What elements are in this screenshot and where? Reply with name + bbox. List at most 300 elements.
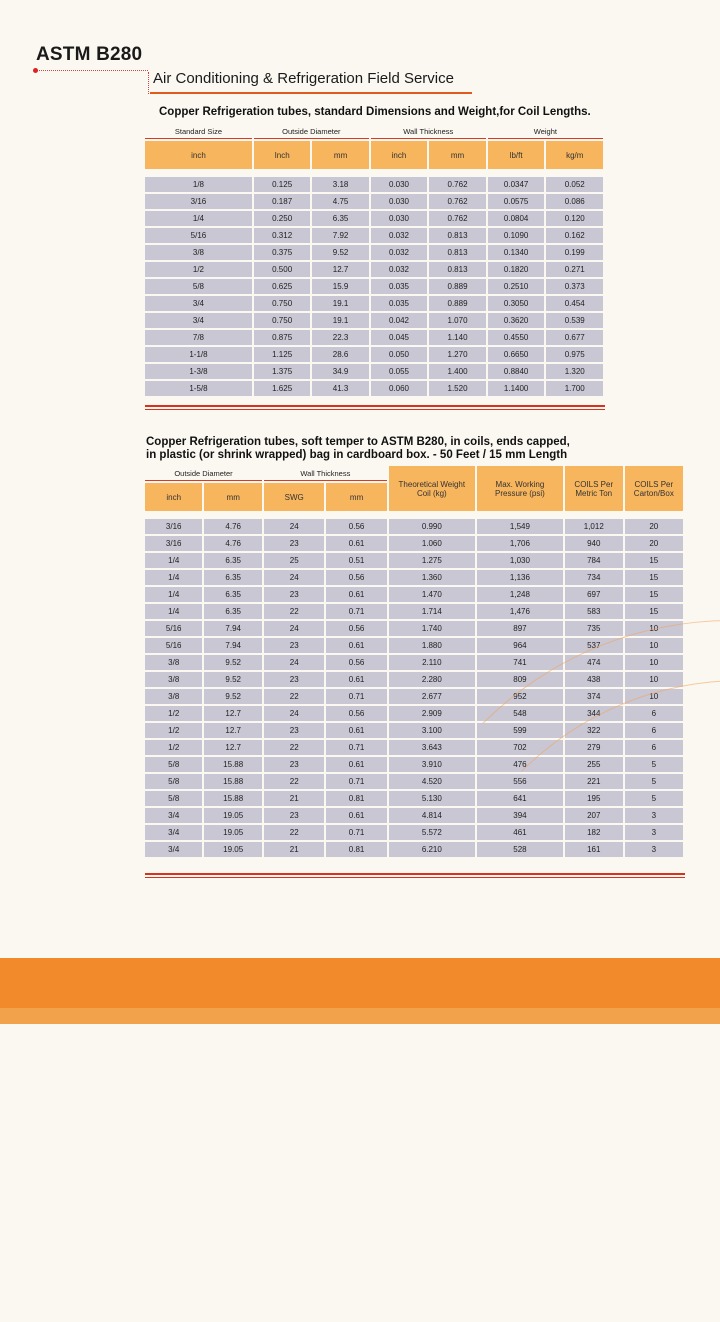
table-cell: 0.61 bbox=[326, 638, 386, 653]
table-cell: 0.889 bbox=[429, 296, 486, 311]
table-cell: 6.35 bbox=[204, 553, 262, 568]
table-cell: 394 bbox=[477, 808, 563, 823]
table-cell: 161 bbox=[565, 842, 623, 857]
group-header: Weight bbox=[488, 124, 603, 139]
table-cell: 255 bbox=[565, 757, 623, 772]
table-cell: 0.1090 bbox=[488, 228, 545, 243]
table-cell: 1.360 bbox=[389, 570, 475, 585]
table-cell: 0.56 bbox=[326, 519, 386, 534]
table-cell: 1.140 bbox=[429, 330, 486, 345]
table-cell: 3/16 bbox=[145, 536, 202, 551]
table-cell: 9.52 bbox=[312, 245, 368, 260]
table-cell: 940 bbox=[565, 536, 623, 551]
table-cell: 374 bbox=[565, 689, 623, 704]
table-cell: 0.61 bbox=[326, 587, 386, 602]
table-cell: 1.714 bbox=[389, 604, 475, 619]
header-line: Metric Ton bbox=[575, 488, 613, 498]
table-cell: 0.61 bbox=[326, 808, 386, 823]
table-cell: 3/8 bbox=[145, 245, 252, 260]
table-cell: 9.52 bbox=[204, 689, 262, 704]
table-cell: 741 bbox=[477, 655, 563, 670]
table-cell: 23 bbox=[264, 723, 324, 738]
table-cell: 5.572 bbox=[389, 825, 475, 840]
table-cell: 0.2510 bbox=[488, 279, 545, 294]
table-cell: 641 bbox=[477, 791, 563, 806]
table-cell: 19.05 bbox=[204, 842, 262, 857]
table-cell: 1.625 bbox=[254, 381, 311, 396]
table-cell: 0.1340 bbox=[488, 245, 545, 260]
table-cell: 15.88 bbox=[204, 791, 262, 806]
table-cell: 474 bbox=[565, 655, 623, 670]
table-cell: 0.3050 bbox=[488, 296, 545, 311]
table-cell: 1.400 bbox=[429, 364, 486, 379]
table-row bbox=[145, 228, 603, 243]
table1-bottom-rule bbox=[145, 405, 605, 410]
table-cell: 1.060 bbox=[389, 536, 475, 551]
table-cell: 0.042 bbox=[371, 313, 428, 328]
table-cell: 1,136 bbox=[477, 570, 563, 585]
unit-header: lb/ft bbox=[488, 141, 545, 169]
table-cell: 702 bbox=[477, 740, 563, 755]
table-cell: 0.71 bbox=[326, 825, 386, 840]
table-row bbox=[145, 381, 603, 396]
table-cell: 0.162 bbox=[546, 228, 603, 243]
table-cell: 0.032 bbox=[371, 228, 428, 243]
table-cell: 5 bbox=[625, 791, 683, 806]
table-cell: 2.280 bbox=[389, 672, 475, 687]
table-cell: 0.875 bbox=[254, 330, 311, 345]
table-cell: 1/4 bbox=[145, 211, 252, 226]
table-cell: 24 bbox=[264, 655, 324, 670]
table-cell: 0.125 bbox=[254, 177, 311, 192]
coils-per-carton-header bbox=[625, 466, 683, 511]
table-cell: 5/8 bbox=[145, 791, 202, 806]
table-cell: 0.762 bbox=[429, 177, 486, 192]
title-vertical-rule bbox=[148, 72, 149, 94]
table-cell: 0.0804 bbox=[488, 211, 545, 226]
table-cell: 0.0347 bbox=[488, 177, 545, 192]
table-cell: 1,248 bbox=[477, 587, 563, 602]
table-row bbox=[145, 621, 683, 636]
table-cell: 1.520 bbox=[429, 381, 486, 396]
table-cell: 0.813 bbox=[429, 228, 486, 243]
table-cell: 0.990 bbox=[389, 519, 475, 534]
table-cell: 0.61 bbox=[326, 723, 386, 738]
table-cell: 3 bbox=[625, 825, 683, 840]
table-cell: 19.05 bbox=[204, 825, 262, 840]
table-cell: 1/4 bbox=[145, 570, 202, 585]
table-cell: 0.625 bbox=[254, 279, 311, 294]
table-cell: 34.9 bbox=[312, 364, 368, 379]
table-cell: 24 bbox=[264, 519, 324, 534]
table-cell: 1.270 bbox=[429, 347, 486, 362]
table-cell: 23 bbox=[264, 672, 324, 687]
table-cell: 1/4 bbox=[145, 587, 202, 602]
group-header: Wall Thickness bbox=[371, 124, 486, 139]
table-cell: 19.05 bbox=[204, 808, 262, 823]
unit-header: mm bbox=[326, 483, 386, 511]
table-cell: 0.052 bbox=[546, 177, 603, 192]
table-cell: 24 bbox=[264, 706, 324, 721]
table-cell: 10 bbox=[625, 621, 683, 636]
table-cell: 599 bbox=[477, 723, 563, 738]
table1-body bbox=[145, 177, 603, 396]
table-cell: 1.320 bbox=[546, 364, 603, 379]
table-cell: 1,549 bbox=[477, 519, 563, 534]
table-cell: 3/4 bbox=[145, 842, 202, 857]
table-cell: 7.92 bbox=[312, 228, 368, 243]
table-cell: 0.61 bbox=[326, 672, 386, 687]
table-cell: 1.375 bbox=[254, 364, 311, 379]
table-cell: 1-5/8 bbox=[145, 381, 252, 396]
table-cell: 3/8 bbox=[145, 655, 202, 670]
table-cell: 22 bbox=[264, 774, 324, 789]
table-cell: 15 bbox=[625, 570, 683, 585]
table-row bbox=[145, 279, 603, 294]
footer-band bbox=[0, 958, 720, 1008]
table-cell: 1/8 bbox=[145, 177, 252, 192]
table-cell: 5/8 bbox=[145, 774, 202, 789]
table-cell: 3/4 bbox=[145, 296, 252, 311]
table-cell: 0.61 bbox=[326, 757, 386, 772]
group-header: Standard Size bbox=[145, 124, 252, 139]
table-cell: 22.3 bbox=[312, 330, 368, 345]
table-cell: 6.35 bbox=[312, 211, 368, 226]
table-cell: 3.643 bbox=[389, 740, 475, 755]
table-row bbox=[145, 177, 603, 192]
table-cell: 0.51 bbox=[326, 553, 386, 568]
table-cell: 6.35 bbox=[204, 570, 262, 585]
table-cell: 1,706 bbox=[477, 536, 563, 551]
max-pressure-header bbox=[477, 466, 563, 511]
table-cell: 1.275 bbox=[389, 553, 475, 568]
table2-heading-line1: Copper Refrigeration tubes, soft temper to ASTM B280, in coils, ends capped, bbox=[146, 436, 570, 448]
table-cell: 0.312 bbox=[254, 228, 311, 243]
table-row bbox=[145, 587, 683, 602]
table-cell: 0.035 bbox=[371, 296, 428, 311]
table-cell: 7/8 bbox=[145, 330, 252, 345]
table-row bbox=[145, 347, 603, 362]
header-line: Max. Working bbox=[495, 479, 545, 489]
table-cell: 0.032 bbox=[371, 262, 428, 277]
table-cell: 12.7 bbox=[204, 706, 262, 721]
subtitle-underline bbox=[150, 92, 472, 94]
table-cell: 4.76 bbox=[204, 519, 262, 534]
table-cell: 0.61 bbox=[326, 536, 386, 551]
table-cell: 0.71 bbox=[326, 740, 386, 755]
table-cell: 556 bbox=[477, 774, 563, 789]
table-cell: 2.909 bbox=[389, 706, 475, 721]
table-cell: 6.210 bbox=[389, 842, 475, 857]
table-cell: 6 bbox=[625, 706, 683, 721]
table-cell: 6.35 bbox=[204, 604, 262, 619]
table-cell: 5/8 bbox=[145, 757, 202, 772]
unit-header: mm bbox=[312, 141, 368, 169]
group-header: Outside Diameter bbox=[145, 466, 262, 481]
table-cell: 1-3/8 bbox=[145, 364, 252, 379]
table-cell: 2.110 bbox=[389, 655, 475, 670]
table-cell: 5 bbox=[625, 774, 683, 789]
unit-header: mm bbox=[204, 483, 262, 511]
table-cell: 0.889 bbox=[429, 279, 486, 294]
table-cell: 0.454 bbox=[546, 296, 603, 311]
table-cell: 3 bbox=[625, 842, 683, 857]
page-title: ASTM B280 bbox=[36, 44, 143, 65]
table-row bbox=[145, 604, 683, 619]
table-cell: 3/8 bbox=[145, 672, 202, 687]
table-cell: 0.71 bbox=[326, 774, 386, 789]
table-cell: 15 bbox=[625, 604, 683, 619]
table-cell: 0.4550 bbox=[488, 330, 545, 345]
table-cell: 0.8840 bbox=[488, 364, 545, 379]
table-cell: 548 bbox=[477, 706, 563, 721]
table2-heading-line2: in plastic (or shrink wrapped) bag in cardboard box. - 50 Feet / 15 mm Length bbox=[146, 449, 568, 461]
table-row bbox=[145, 570, 683, 585]
table-cell: 24 bbox=[264, 621, 324, 636]
table-cell: 3/4 bbox=[145, 808, 202, 823]
table-cell: 1-1/8 bbox=[145, 347, 252, 362]
table-cell: 0.56 bbox=[326, 706, 386, 721]
table-cell: 0.032 bbox=[371, 245, 428, 260]
table-cell: 1/2 bbox=[145, 723, 202, 738]
table-cell: 0.199 bbox=[546, 245, 603, 260]
table-cell: 3/16 bbox=[145, 519, 202, 534]
table-cell: 0.762 bbox=[429, 194, 486, 209]
table-cell: 0.250 bbox=[254, 211, 311, 226]
table-cell: 0.71 bbox=[326, 604, 386, 619]
table-cell: 5/8 bbox=[145, 279, 252, 294]
table-cell: 0.373 bbox=[546, 279, 603, 294]
table-cell: 23 bbox=[264, 757, 324, 772]
table-cell: 1/4 bbox=[145, 604, 202, 619]
unit-header: inch bbox=[145, 483, 202, 511]
table-cell: 279 bbox=[565, 740, 623, 755]
table-cell: 897 bbox=[477, 621, 563, 636]
table-cell: 1.1400 bbox=[488, 381, 545, 396]
table-cell: 0.187 bbox=[254, 194, 311, 209]
table-cell: 0.539 bbox=[546, 313, 603, 328]
table-cell: 6 bbox=[625, 740, 683, 755]
table-cell: 0.120 bbox=[546, 211, 603, 226]
table-cell: 1/2 bbox=[145, 262, 252, 277]
table-cell: 1.740 bbox=[389, 621, 475, 636]
table-cell: 15 bbox=[625, 553, 683, 568]
table1-heading: Copper Refrigeration tubes, standard Dimensions and Weight,for Coil Lengths. bbox=[159, 106, 591, 118]
table-cell: 22 bbox=[264, 825, 324, 840]
table-cell: 0.030 bbox=[371, 194, 428, 209]
table-cell: 25 bbox=[264, 553, 324, 568]
dimensions-weight-table bbox=[143, 122, 605, 398]
table-cell: 3/4 bbox=[145, 825, 202, 840]
header-line: Carton/Box bbox=[633, 488, 674, 498]
unit-header: SWG bbox=[264, 483, 324, 511]
table-cell: 583 bbox=[565, 604, 623, 619]
table-cell: 1,030 bbox=[477, 553, 563, 568]
table-cell: 28.6 bbox=[312, 347, 368, 362]
table-cell: 6 bbox=[625, 723, 683, 738]
table-cell: 0.813 bbox=[429, 245, 486, 260]
table-cell: 1/2 bbox=[145, 706, 202, 721]
table-cell: 207 bbox=[565, 808, 623, 823]
table-cell: 3/16 bbox=[145, 194, 252, 209]
table-cell: 0.3620 bbox=[488, 313, 545, 328]
table-cell: 476 bbox=[477, 757, 563, 772]
table-cell: 1.700 bbox=[546, 381, 603, 396]
table-cell: 0.050 bbox=[371, 347, 428, 362]
header-line: COILS Per bbox=[634, 479, 674, 489]
table-cell: 10 bbox=[625, 655, 683, 670]
table-cell: 0.56 bbox=[326, 655, 386, 670]
table-cell: 2.677 bbox=[389, 689, 475, 704]
table-cell: 0.500 bbox=[254, 262, 311, 277]
table-cell: 21 bbox=[264, 842, 324, 857]
table-cell: 9.52 bbox=[204, 655, 262, 670]
table-cell: 528 bbox=[477, 842, 563, 857]
table-cell: 12.7 bbox=[312, 262, 368, 277]
table-cell: 1/2 bbox=[145, 740, 202, 755]
table-cell: 23 bbox=[264, 638, 324, 653]
table-cell: 1,476 bbox=[477, 604, 563, 619]
table-cell: 1.070 bbox=[429, 313, 486, 328]
table-cell: 15.9 bbox=[312, 279, 368, 294]
table-cell: 0.045 bbox=[371, 330, 428, 345]
table-cell: 322 bbox=[565, 723, 623, 738]
table-cell: 22 bbox=[264, 689, 324, 704]
table-cell: 461 bbox=[477, 825, 563, 840]
header-line: Theoretical Weight bbox=[398, 479, 466, 489]
table-cell: 3 bbox=[625, 808, 683, 823]
table-cell: 3/8 bbox=[145, 689, 202, 704]
table-cell: 15.88 bbox=[204, 774, 262, 789]
table-cell: 3.100 bbox=[389, 723, 475, 738]
table-cell: 0.030 bbox=[371, 211, 428, 226]
table-cell: 20 bbox=[625, 519, 683, 534]
table-cell: 19.1 bbox=[312, 296, 368, 311]
table-cell: 0.762 bbox=[429, 211, 486, 226]
table-cell: 0.060 bbox=[371, 381, 428, 396]
table-cell: 10 bbox=[625, 638, 683, 653]
table-cell: 9.52 bbox=[204, 672, 262, 687]
table-cell: 735 bbox=[565, 621, 623, 636]
table-cell: 3.910 bbox=[389, 757, 475, 772]
table-row bbox=[145, 553, 683, 568]
table-cell: 5/16 bbox=[145, 638, 202, 653]
table-cell: 5/16 bbox=[145, 228, 252, 243]
unit-header: Inch bbox=[254, 141, 311, 169]
unit-header: inch bbox=[371, 141, 428, 169]
table-cell: 3/4 bbox=[145, 313, 252, 328]
table-cell: 0.030 bbox=[371, 177, 428, 192]
table-cell: 5 bbox=[625, 757, 683, 772]
table-row bbox=[145, 364, 603, 379]
table-cell: 4.75 bbox=[312, 194, 368, 209]
table-row bbox=[145, 194, 603, 209]
table-cell: 182 bbox=[565, 825, 623, 840]
table-cell: 1.470 bbox=[389, 587, 475, 602]
table-row bbox=[145, 536, 683, 551]
table-cell: 952 bbox=[477, 689, 563, 704]
table-cell: 0.0575 bbox=[488, 194, 545, 209]
table-row bbox=[145, 296, 603, 311]
table-cell: 784 bbox=[565, 553, 623, 568]
header-line: Pressure (psi) bbox=[495, 488, 545, 498]
table-cell: 195 bbox=[565, 791, 623, 806]
table-cell: 1.125 bbox=[254, 347, 311, 362]
table-cell: 7.94 bbox=[204, 621, 262, 636]
header-line: Coil (kg) bbox=[416, 488, 447, 498]
table-cell: 734 bbox=[565, 570, 623, 585]
table-cell: 24 bbox=[264, 570, 324, 585]
table-cell: 1,012 bbox=[565, 519, 623, 534]
table-cell: 0.375 bbox=[254, 245, 311, 260]
table-cell: 0.677 bbox=[546, 330, 603, 345]
table-row bbox=[145, 313, 603, 328]
table-cell: 0.6650 bbox=[488, 347, 545, 362]
table-cell: 4.520 bbox=[389, 774, 475, 789]
table-cell: 3.18 bbox=[312, 177, 368, 192]
table-cell: 344 bbox=[565, 706, 623, 721]
table-row bbox=[145, 245, 603, 260]
table-cell: 0.71 bbox=[326, 689, 386, 704]
table-cell: 0.271 bbox=[546, 262, 603, 277]
table-cell: 6.35 bbox=[204, 587, 262, 602]
table-cell: 0.56 bbox=[326, 570, 386, 585]
table-cell: 10 bbox=[625, 672, 683, 687]
table-cell: 0.750 bbox=[254, 296, 311, 311]
table-cell: 0.055 bbox=[371, 364, 428, 379]
table-cell: 12.7 bbox=[204, 723, 262, 738]
table-cell: 0.975 bbox=[546, 347, 603, 362]
theoretical-weight-header bbox=[389, 466, 475, 511]
table-cell: 221 bbox=[565, 774, 623, 789]
table-cell: 537 bbox=[565, 638, 623, 653]
unit-header: mm bbox=[429, 141, 486, 169]
table-cell: 0.56 bbox=[326, 621, 386, 636]
coils-per-ton-header bbox=[565, 466, 623, 511]
table-cell: 1/4 bbox=[145, 553, 202, 568]
group-header: Wall Thickness bbox=[264, 466, 387, 481]
table-cell: 23 bbox=[264, 587, 324, 602]
table-cell: 23 bbox=[264, 536, 324, 551]
table-cell: 22 bbox=[264, 740, 324, 755]
table-cell: 0.086 bbox=[546, 194, 603, 209]
unit-header: kg/m bbox=[546, 141, 603, 169]
table-cell: 10 bbox=[625, 689, 683, 704]
table-cell: 0.035 bbox=[371, 279, 428, 294]
group-header: Outside Diameter bbox=[254, 124, 369, 139]
table-cell: 23 bbox=[264, 808, 324, 823]
table-cell: 0.813 bbox=[429, 262, 486, 277]
table-cell: 12.7 bbox=[204, 740, 262, 755]
table-cell: 964 bbox=[477, 638, 563, 653]
table-cell: 22 bbox=[264, 604, 324, 619]
table-cell: 5.130 bbox=[389, 791, 475, 806]
table-cell: 7.94 bbox=[204, 638, 262, 653]
table-cell: 0.750 bbox=[254, 313, 311, 328]
table-cell: 15.88 bbox=[204, 757, 262, 772]
table-cell: 697 bbox=[565, 587, 623, 602]
table-row bbox=[145, 262, 603, 277]
unit-header: inch bbox=[145, 141, 252, 169]
table-cell: 15 bbox=[625, 587, 683, 602]
table-row bbox=[145, 211, 603, 226]
table-cell: 0.1820 bbox=[488, 262, 545, 277]
table-cell: 5/16 bbox=[145, 621, 202, 636]
table-cell: 4.814 bbox=[389, 808, 475, 823]
header-line: COILS Per bbox=[574, 479, 614, 489]
table-cell: 21 bbox=[264, 791, 324, 806]
table-cell: 41.3 bbox=[312, 381, 368, 396]
